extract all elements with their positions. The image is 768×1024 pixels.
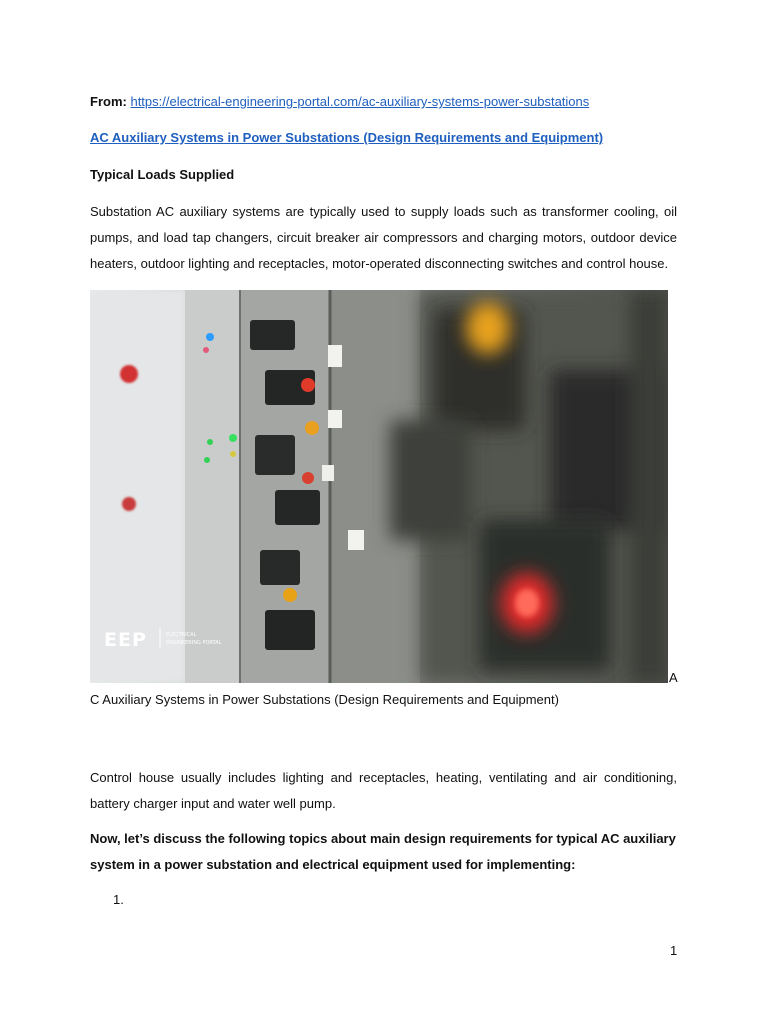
watermark-sub1: ELECTRICAL bbox=[166, 632, 197, 638]
figure-caption: C Auxiliary Systems in Power Substations (Design Requirements and Equipment) bbox=[90, 692, 559, 707]
switchgear-photo bbox=[90, 290, 668, 683]
list-item-number: 1. bbox=[113, 892, 124, 907]
article-title-link[interactable]: AC Auxiliary Systems in Power Substations (Design Requirements and Equipment) bbox=[90, 130, 604, 145]
section-heading: Typical Loads Supplied bbox=[90, 167, 235, 182]
page-number: 1 bbox=[670, 943, 678, 958]
watermark-text: EEP bbox=[104, 629, 147, 651]
source-line bbox=[90, 89, 677, 115]
article-title-line bbox=[90, 125, 677, 151]
paragraph-control-house: Control house usually includes lighting and receptacles, heating, ventilating and air conditioning, battery charger input and water well pump. bbox=[90, 770, 677, 811]
watermark-sub2: ENGINEERING PORTAL bbox=[166, 640, 222, 646]
caption-first-letter: A bbox=[669, 670, 678, 685]
from-label: From: bbox=[90, 94, 127, 109]
paragraph-topics-intro: Now, let’s discuss the following topics about main design requirements for typical AC auxiliary system in a power substation and electrical equipment used for implementing: bbox=[90, 831, 676, 872]
source-url-link[interactable]: https://electrical-engineering-portal.com/ac-auxiliary-systems-power-substations bbox=[130, 94, 590, 109]
paragraph-loads: Substation AC auxiliary systems are typically used to supply loads such as transformer cooling, oil pumps, and load tap changers, circuit breaker air compressors and charging motors, outdoor device heaters, outdoor lighting and receptacles, motor-operated disconnecting switches and control house. bbox=[90, 204, 677, 271]
